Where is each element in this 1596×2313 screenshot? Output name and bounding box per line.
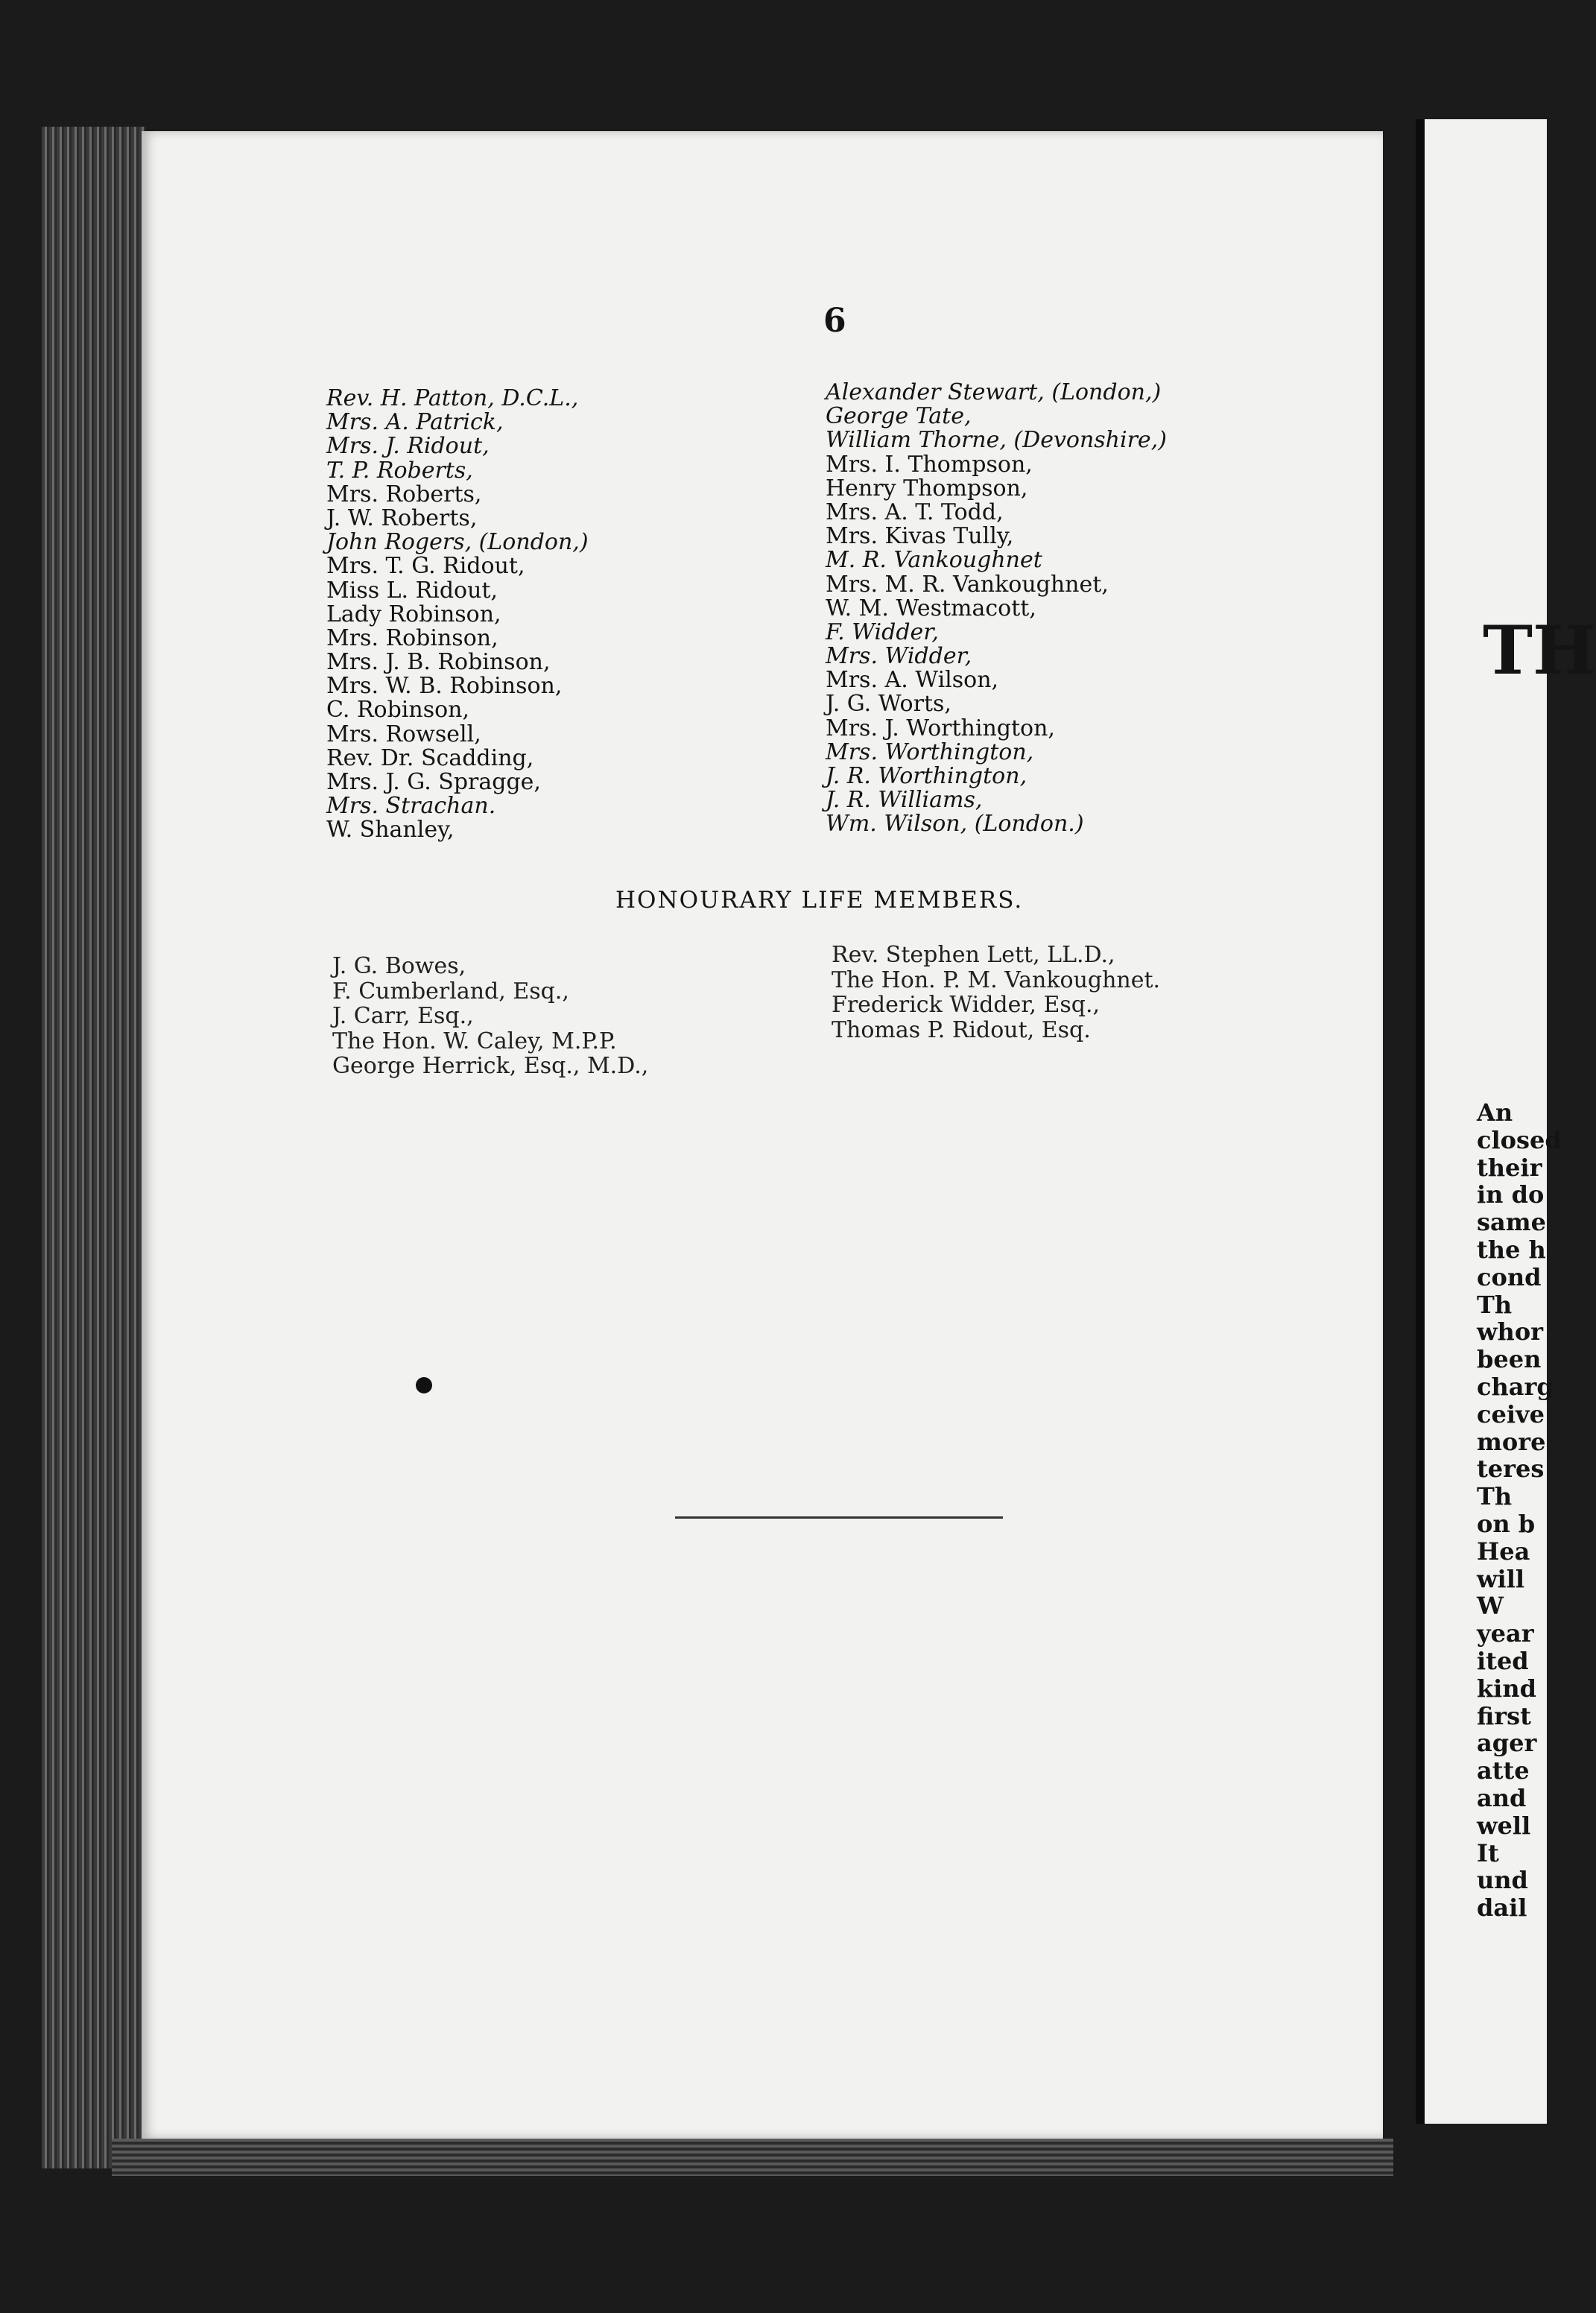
adjacent-page-line: their [1477, 1153, 1542, 1182]
adjacent-page-line: in do [1477, 1180, 1545, 1209]
adjacent-page-line: and [1477, 1783, 1527, 1812]
members-list-right [826, 381, 1167, 837]
page-stack-edges [42, 127, 146, 2168]
member-name: Mrs. A. Patrick, [326, 409, 504, 436]
adjacent-page-line: Hea [1477, 1537, 1530, 1566]
adjacent-page-line: dail [1477, 1893, 1527, 1923]
life-member-name: Frederick Widder, Esq., [832, 992, 1101, 1018]
member-name: Alexander Stewart, (London,) [826, 379, 1162, 405]
member-name: Rev. Dr. Scadding, [326, 744, 534, 771]
life-member-name: The Hon. P. M. Vankoughnet. [832, 966, 1161, 993]
adjacent-page-line: ceive [1477, 1399, 1545, 1428]
adjacent-page-line: same [1477, 1208, 1546, 1237]
member-name: Wm. Wilson, (London.) [826, 811, 1084, 838]
member-name: W. M. Westmacott, [826, 595, 1036, 621]
members-list-left [326, 387, 589, 843]
member-name: J. R. Williams, [826, 787, 983, 814]
member-name: Rev. H. Patton, D.C.L., [326, 385, 579, 411]
adjacent-page-line: cond [1477, 1262, 1542, 1291]
member-name: Mrs. Widder, [826, 643, 972, 670]
member-name: George Tate, [826, 403, 972, 430]
member-name: J. R. Worthington, [826, 763, 1027, 789]
member-name: M. R. Vankoughnet [826, 547, 1042, 574]
member-name: Miss L. Ridout, [326, 577, 498, 604]
life-member-name: J. Carr, Esq., [332, 1003, 474, 1029]
member-name: Mrs. I. Thompson, [826, 451, 1033, 478]
member-name: Mrs. W. B. Robinson, [326, 673, 563, 700]
member-name: T. P. Roberts, [326, 457, 473, 484]
adjacent-page-line: atte [1477, 1756, 1530, 1785]
adjacent-page-line: the h [1477, 1235, 1546, 1264]
member-name: Mrs. A. Wilson, [826, 667, 999, 694]
adjacent-page-line: und [1477, 1866, 1528, 1895]
adjacent-page-line: well [1477, 1811, 1531, 1840]
adjacent-page-line: closed [1477, 1125, 1562, 1154]
member-name: F. Widder, [826, 618, 939, 645]
member-name: Lady Robinson, [326, 601, 501, 627]
adjacent-page-line: ager [1477, 1729, 1537, 1758]
member-name: Mrs. M. R. Vankoughnet, [826, 571, 1109, 598]
member-name: Mrs. Strachan. [326, 793, 496, 820]
member-name: C. Robinson, [326, 697, 470, 724]
life-member-name: Rev. Stephen Lett, LL.D., [832, 942, 1115, 968]
member-name: Mrs. Roberts, [326, 481, 482, 507]
member-name: William Thorne, (Devonshire,) [826, 427, 1167, 454]
adjacent-page-line: more [1477, 1427, 1546, 1456]
member-name: Mrs. Kivas Tully, [826, 523, 1014, 550]
member-name: Mrs. J. B. Robinson, [326, 649, 551, 676]
adjacent-page-line: year [1477, 1619, 1534, 1648]
member-name: Mrs. A. T. Todd, [826, 499, 1004, 525]
adjacent-page-line: on b [1477, 1509, 1536, 1538]
life-member-name: George Herrick, Esq., M.D., [332, 1053, 649, 1079]
member-name: Mrs. T. G. Ridout, [326, 553, 525, 580]
adjacent-page-line: first [1477, 1701, 1531, 1730]
adjacent-page-line: will [1477, 1564, 1525, 1593]
member-name: J. W. Roberts, [326, 504, 478, 531]
adjacent-page-text [1477, 1099, 1562, 1922]
adjacent-page-line: been [1477, 1345, 1542, 1374]
adjacent-page-line: kind [1477, 1674, 1536, 1703]
adjacent-page-line: Th [1477, 1290, 1513, 1319]
life-member-name: Thomas P. Ridout, Esq. [832, 1016, 1091, 1043]
member-name: Henry Thompson, [826, 475, 1028, 501]
adjacent-page-line: It [1477, 1838, 1499, 1867]
adjacent-page-line: An [1477, 1098, 1513, 1127]
page-stack-bottom [112, 2139, 1393, 2176]
ink-blot [416, 1377, 432, 1393]
life-member-name: The Hon. W. Caley, M.P.P. [332, 1028, 617, 1054]
member-name: Mrs. J. G. Spragge, [326, 769, 541, 795]
member-name: Mrs. J. Worthington, [826, 715, 1055, 741]
adjacent-page-title: TH [1483, 611, 1596, 690]
member-name: Mrs. Worthington, [826, 738, 1034, 765]
member-name: W. Shanley, [326, 817, 455, 844]
member-name: Mrs. Robinson, [326, 624, 498, 651]
life-member-name: J. G. Bowes, [332, 953, 466, 979]
life-members-list-right [832, 943, 1160, 1042]
life-member-name: F. Cumberland, Esq., [332, 978, 569, 1004]
adjacent-page-line: teres [1477, 1455, 1545, 1484]
adjacent-page-line: charg [1477, 1372, 1554, 1401]
member-name: John Rogers, (London,) [326, 529, 589, 556]
section-heading: HONOURARY LIFE MEMBERS. [615, 887, 1024, 914]
member-name: Mrs. J. Ridout, [326, 433, 490, 460]
member-name: J. G. Worts, [826, 691, 951, 718]
life-members-list-left [332, 954, 648, 1079]
adjacent-page-line: ited [1477, 1646, 1529, 1675]
closing-rule [675, 1516, 1003, 1519]
page-number: 6 [823, 302, 846, 340]
adjacent-page-line: whor [1477, 1317, 1544, 1347]
adjacent-page-line: W [1477, 1592, 1504, 1621]
adjacent-page-line: Th [1477, 1482, 1513, 1511]
member-name: Mrs. Rowsell, [326, 721, 481, 747]
